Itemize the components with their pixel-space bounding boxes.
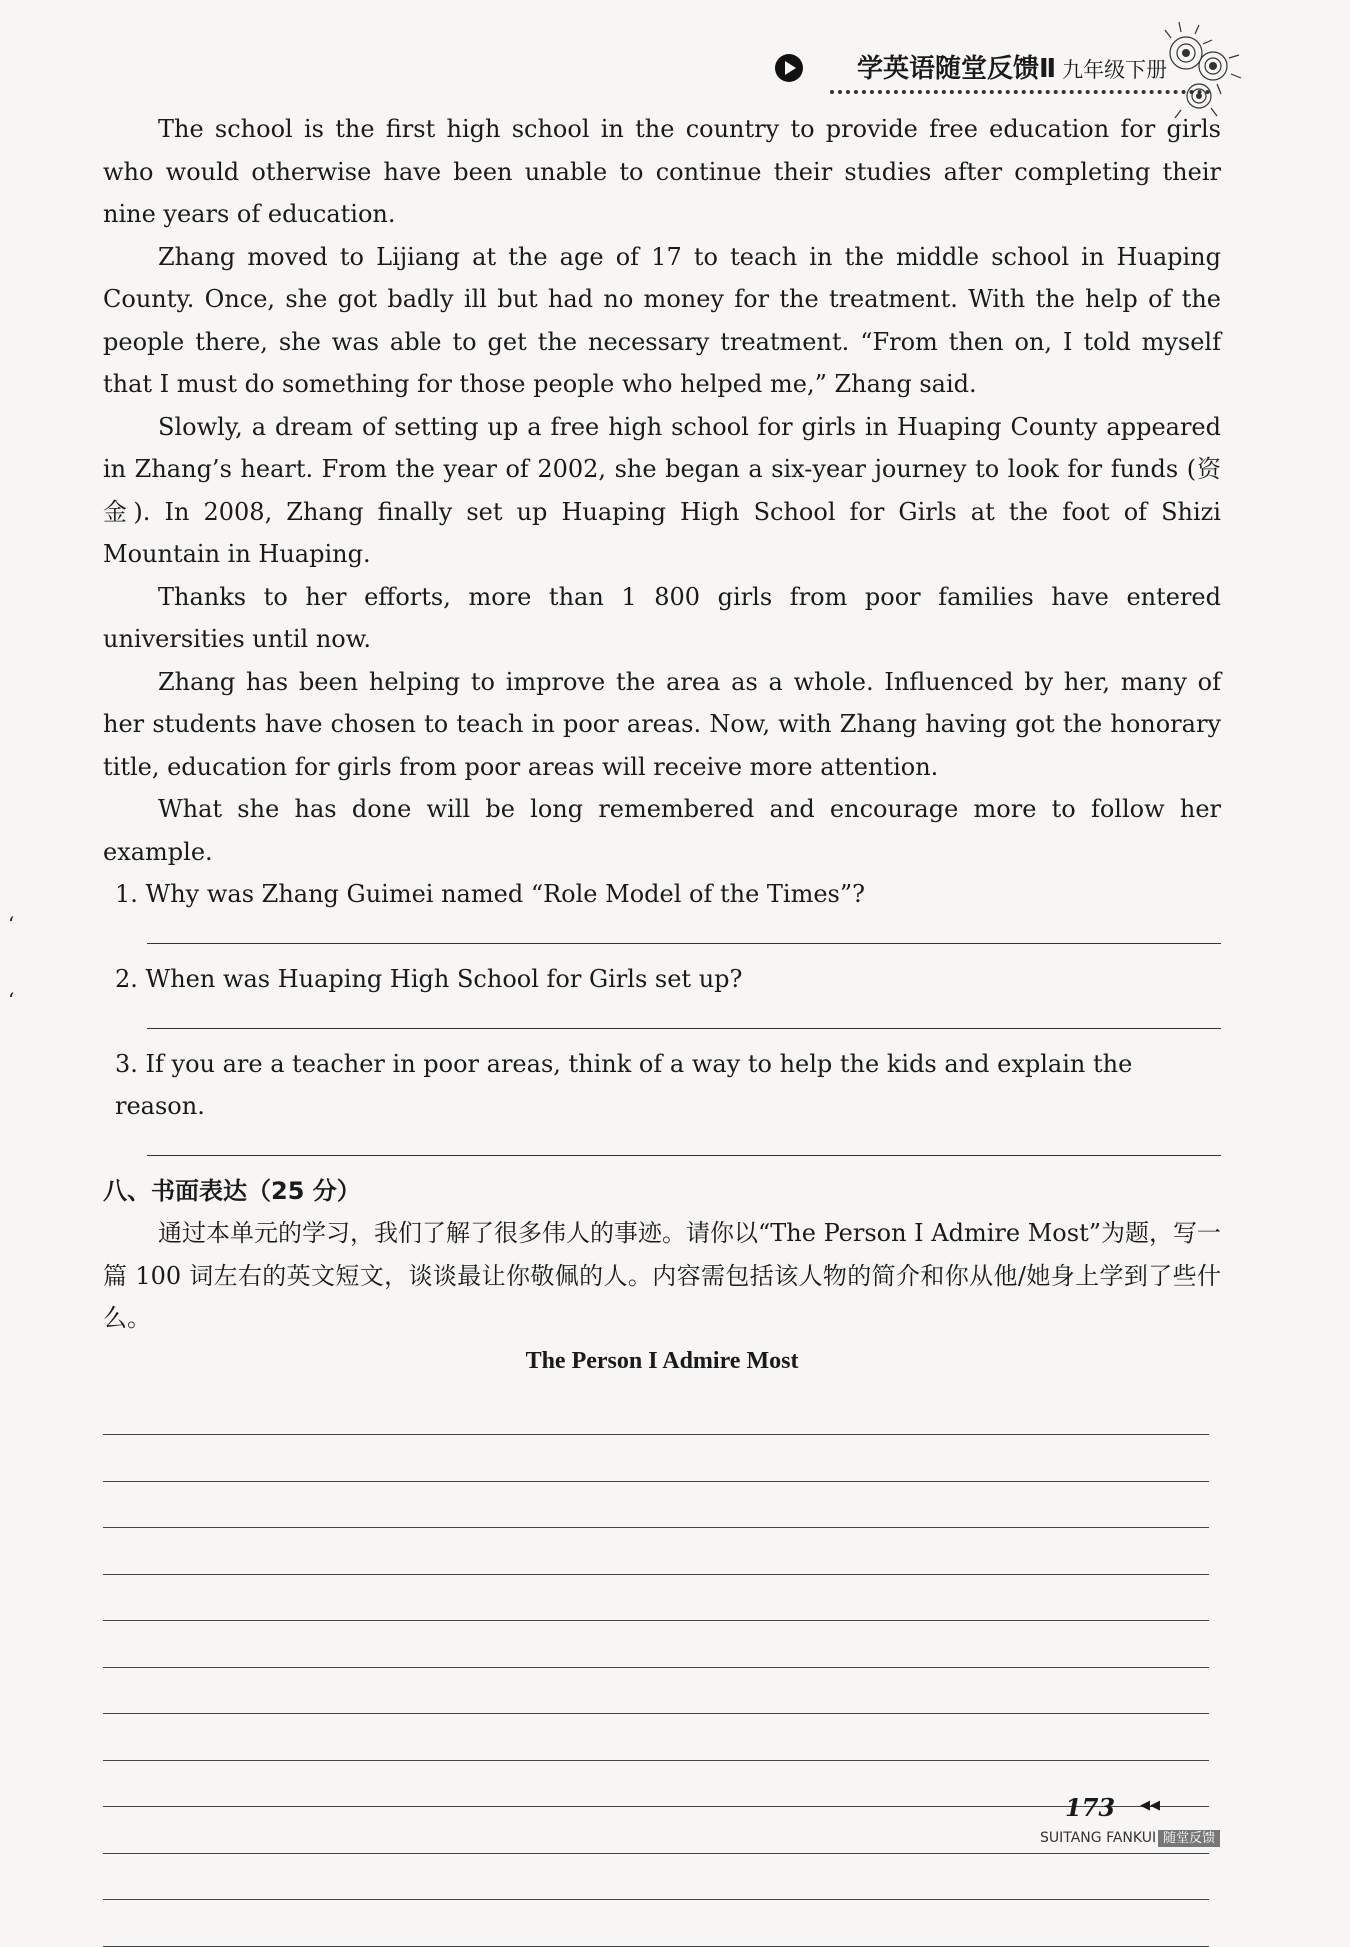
writing-area[interactable] xyxy=(103,1389,1221,1947)
footer-badge: 随堂反馈 xyxy=(1158,1830,1220,1847)
paragraph: The school is the first high school in the country to provide free education for girls who would otherwise have been unable to continue their studies after completing their nine years of education. xyxy=(103,115,1221,228)
question-2: 2. When was Huaping High School for Girls set up? xyxy=(115,965,743,993)
writing-line[interactable] xyxy=(103,1389,1209,1436)
question-3: 3. If you are a teacher in poor areas, think of a way to help the kids and explain the reason. xyxy=(115,1050,1133,1120)
section-title: 八、书面表达（25 分） xyxy=(103,1177,361,1205)
writing-line[interactable] xyxy=(103,1761,1209,1808)
double-arrow-icon: ◀◀ xyxy=(1140,1798,1160,1813)
book-title-text: 学英语随堂反馈Ⅱ xyxy=(857,54,1057,84)
question-1: 1. Why was Zhang Guimei named “Role Model of the Times”? xyxy=(115,880,865,908)
page-header xyxy=(775,48,1235,98)
footer-brand-text: SUITANG FANKUI xyxy=(1040,1830,1157,1846)
footer-brand xyxy=(1040,1827,1220,1846)
writing-line[interactable] xyxy=(103,1714,1209,1761)
writing-line[interactable] xyxy=(103,1575,1209,1622)
writing-line[interactable] xyxy=(103,1435,1209,1482)
play-icon xyxy=(775,54,803,82)
answer-line-1[interactable] xyxy=(147,915,1221,944)
writing-line[interactable] xyxy=(103,1528,1209,1575)
writing-instruction: 通过本单元的学习，我们了解了很多伟人的事迹。请你以“The Person I Admire Most”为题，写一篇 100 词左右的英文短文，谈谈最让你敬佩的人。内容需包括该人物的简介和你从他/她身上学到了些什么。 xyxy=(103,1219,1221,1332)
writing-line[interactable] xyxy=(103,1621,1209,1668)
margin-mark: ‘ xyxy=(8,912,15,936)
writing-line[interactable] xyxy=(103,1854,1209,1901)
answer-line-2[interactable] xyxy=(147,1000,1221,1029)
paragraph: Zhang has been helping to improve the area as a whole. Influenced by her, many of her students have chosen to teach in poor areas. Now, with Zhang having got the honorary title, education for girls from poor areas will receive more attention. xyxy=(103,667,1221,781)
paragraph: Thanks to her efforts, more than 1 800 girls from poor families have entered universities until now. xyxy=(103,582,1221,653)
writing-line[interactable] xyxy=(103,1900,1209,1947)
answer-line-3[interactable] xyxy=(147,1127,1221,1156)
paragraph: Slowly, a dream of setting up a free high school for girls in Huaping County appeared in Zhang’s heart. From the year of 2002, she began a six-year journey to look for funds (资金). In 2008, Zhang finally set up Huaping High School for Girls at the foot of Shizi Mountain in Huaping. xyxy=(103,412,1221,568)
margin-mark: ‘ xyxy=(8,988,15,1012)
writing-line[interactable] xyxy=(103,1668,1209,1715)
book-subtitle: 九年级下册 xyxy=(1062,58,1168,82)
essay-title: The Person I Admire Most xyxy=(525,1347,799,1374)
writing-line[interactable] xyxy=(103,1482,1209,1529)
book-title xyxy=(857,48,1167,85)
paragraph: What she has done will be long remembered and encourage more to follow her example. xyxy=(103,795,1221,866)
page-content xyxy=(103,108,1221,1947)
page-number: 173 xyxy=(1065,1793,1116,1822)
paragraph: Zhang moved to Lijiang at the age of 17 to teach in the middle school in Huaping County. Once, she got badly ill but had no money for the treatment. With the help of the people there, she was able to get the necessary treatment. “From then on, I told myself that I must do something for those people who helped me,” Zhang said. xyxy=(103,242,1221,398)
